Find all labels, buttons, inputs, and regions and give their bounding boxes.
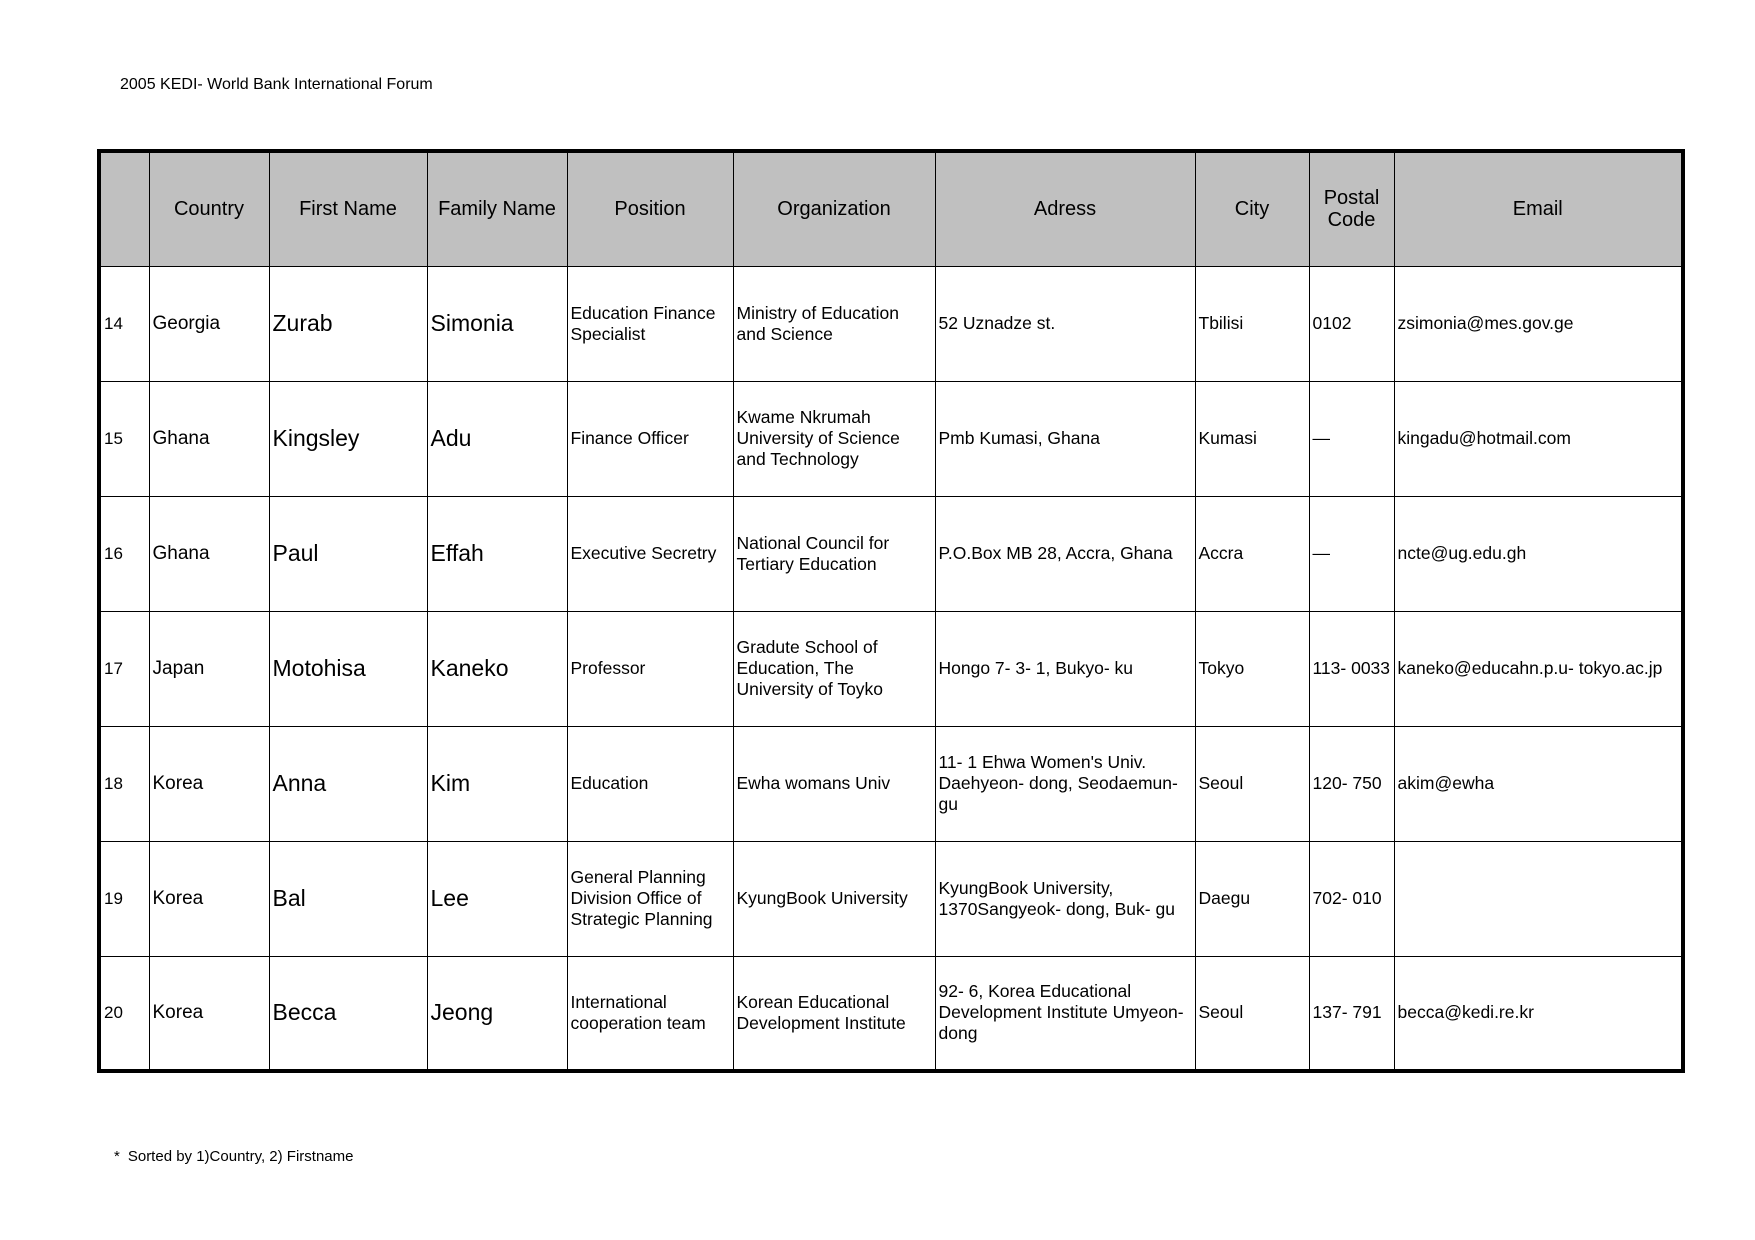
- postal-code-cell: 702- 010: [1309, 841, 1394, 956]
- position-cell: Finance Officer: [567, 381, 733, 496]
- family-name-cell: Simonia: [427, 266, 567, 381]
- organization-cell: Korean Educational Development Institute: [733, 956, 935, 1071]
- postal-code-cell: 113- 0033: [1309, 611, 1394, 726]
- column-header-organization: Organization: [733, 151, 935, 266]
- organization-cell: Kwame Nkrumah University of Science and Technology: [733, 381, 935, 496]
- footnote: [114, 1148, 353, 1165]
- participants-table: [97, 149, 1685, 1073]
- family-name-cell: Jeong: [427, 956, 567, 1071]
- family-name-cell: Adu: [427, 381, 567, 496]
- email-cell: becca@kedi.re.kr: [1394, 956, 1683, 1071]
- document-header: 2005 KEDI- World Bank International Forum: [120, 76, 433, 93]
- row-number: 17: [99, 611, 149, 726]
- country-cell: Japan: [149, 611, 269, 726]
- organization-cell: KyungBook University: [733, 841, 935, 956]
- organization-cell: Ewha womans Univ: [733, 726, 935, 841]
- city-cell: Kumasi: [1195, 381, 1309, 496]
- row-number: 16: [99, 496, 149, 611]
- country-cell: Korea: [149, 841, 269, 956]
- postal-code-cell: —: [1309, 496, 1394, 611]
- city-cell: Tbilisi: [1195, 266, 1309, 381]
- row-number: 19: [99, 841, 149, 956]
- organization-cell: National Council for Tertiary Education: [733, 496, 935, 611]
- position-cell: General Planning Division Office of Strategic Planning: [567, 841, 733, 956]
- email-cell: ncte@ug.edu.gh: [1394, 496, 1683, 611]
- address-cell: KyungBook University, 1370Sangyeok- dong, Buk- gu: [935, 841, 1195, 956]
- column-header-address: Adress: [935, 151, 1195, 266]
- table-row: [99, 496, 1683, 611]
- column-header-position: Position: [567, 151, 733, 266]
- email-cell: kaneko@educahn.p.u- tokyo.ac.jp: [1394, 611, 1683, 726]
- column-header-email: Email: [1394, 151, 1683, 266]
- first-name-cell: Anna: [269, 726, 427, 841]
- address-cell: 52 Uznadze st.: [935, 266, 1195, 381]
- email-cell: [1394, 841, 1683, 956]
- first-name-cell: Zurab: [269, 266, 427, 381]
- row-number: 18: [99, 726, 149, 841]
- table-row: [99, 266, 1683, 381]
- postal-code-cell: 120- 750: [1309, 726, 1394, 841]
- column-header-country: Country: [149, 151, 269, 266]
- country-cell: Korea: [149, 726, 269, 841]
- city-cell: Accra: [1195, 496, 1309, 611]
- postal-code-cell: 0102: [1309, 266, 1394, 381]
- family-name-cell: Kaneko: [427, 611, 567, 726]
- address-cell: Hongo 7- 3- 1, Bukyo- ku: [935, 611, 1195, 726]
- postal-code-cell: —: [1309, 381, 1394, 496]
- column-header-family-name: Family Name: [427, 151, 567, 266]
- first-name-cell: Paul: [269, 496, 427, 611]
- country-cell: Korea: [149, 956, 269, 1071]
- row-number: 15: [99, 381, 149, 496]
- position-cell: International cooperation team: [567, 956, 733, 1071]
- first-name-cell: Becca: [269, 956, 427, 1071]
- postal-code-cell: 137- 791: [1309, 956, 1394, 1071]
- organization-cell: Ministry of Education and Science: [733, 266, 935, 381]
- address-cell: P.O.Box MB 28, Accra, Ghana: [935, 496, 1195, 611]
- position-cell: Education: [567, 726, 733, 841]
- table-header-row: [99, 151, 1683, 266]
- family-name-cell: Kim: [427, 726, 567, 841]
- organization-cell: Gradute School of Education, The University of Toyko: [733, 611, 935, 726]
- column-header-postal-code: Postal Code: [1309, 151, 1394, 266]
- row-number: 14: [99, 266, 149, 381]
- country-cell: Ghana: [149, 496, 269, 611]
- position-cell: Executive Secretry: [567, 496, 733, 611]
- country-cell: Ghana: [149, 381, 269, 496]
- email-cell: zsimonia@mes.gov.ge: [1394, 266, 1683, 381]
- column-header-number: [99, 151, 149, 266]
- position-cell: Education Finance Specialist: [567, 266, 733, 381]
- table-row: [99, 841, 1683, 956]
- family-name-cell: Lee: [427, 841, 567, 956]
- city-cell: Daegu: [1195, 841, 1309, 956]
- email-cell: kingadu@hotmail.com: [1394, 381, 1683, 496]
- table-row: [99, 956, 1683, 1071]
- city-cell: Seoul: [1195, 726, 1309, 841]
- family-name-cell: Effah: [427, 496, 567, 611]
- column-header-first-name: First Name: [269, 151, 427, 266]
- footnote-marker: *: [114, 1148, 120, 1165]
- table-row: [99, 381, 1683, 496]
- first-name-cell: Kingsley: [269, 381, 427, 496]
- column-header-city: City: [1195, 151, 1309, 266]
- email-cell: akim@ewha: [1394, 726, 1683, 841]
- country-cell: Georgia: [149, 266, 269, 381]
- table-row: [99, 726, 1683, 841]
- city-cell: Tokyo: [1195, 611, 1309, 726]
- row-number: 20: [99, 956, 149, 1071]
- address-cell: Pmb Kumasi, Ghana: [935, 381, 1195, 496]
- first-name-cell: Bal: [269, 841, 427, 956]
- first-name-cell: Motohisa: [269, 611, 427, 726]
- table-row: [99, 611, 1683, 726]
- address-cell: 92- 6, Korea Educational Development Institute Umyeon- dong: [935, 956, 1195, 1071]
- address-cell: 11- 1 Ehwa Women's Univ. Daehyeon- dong, Seodaemun- gu: [935, 726, 1195, 841]
- city-cell: Seoul: [1195, 956, 1309, 1071]
- position-cell: Professor: [567, 611, 733, 726]
- participants-table-wrapper: [97, 149, 1681, 1073]
- footnote-text: Sorted by 1)Country, 2) Firstname: [127, 1148, 354, 1165]
